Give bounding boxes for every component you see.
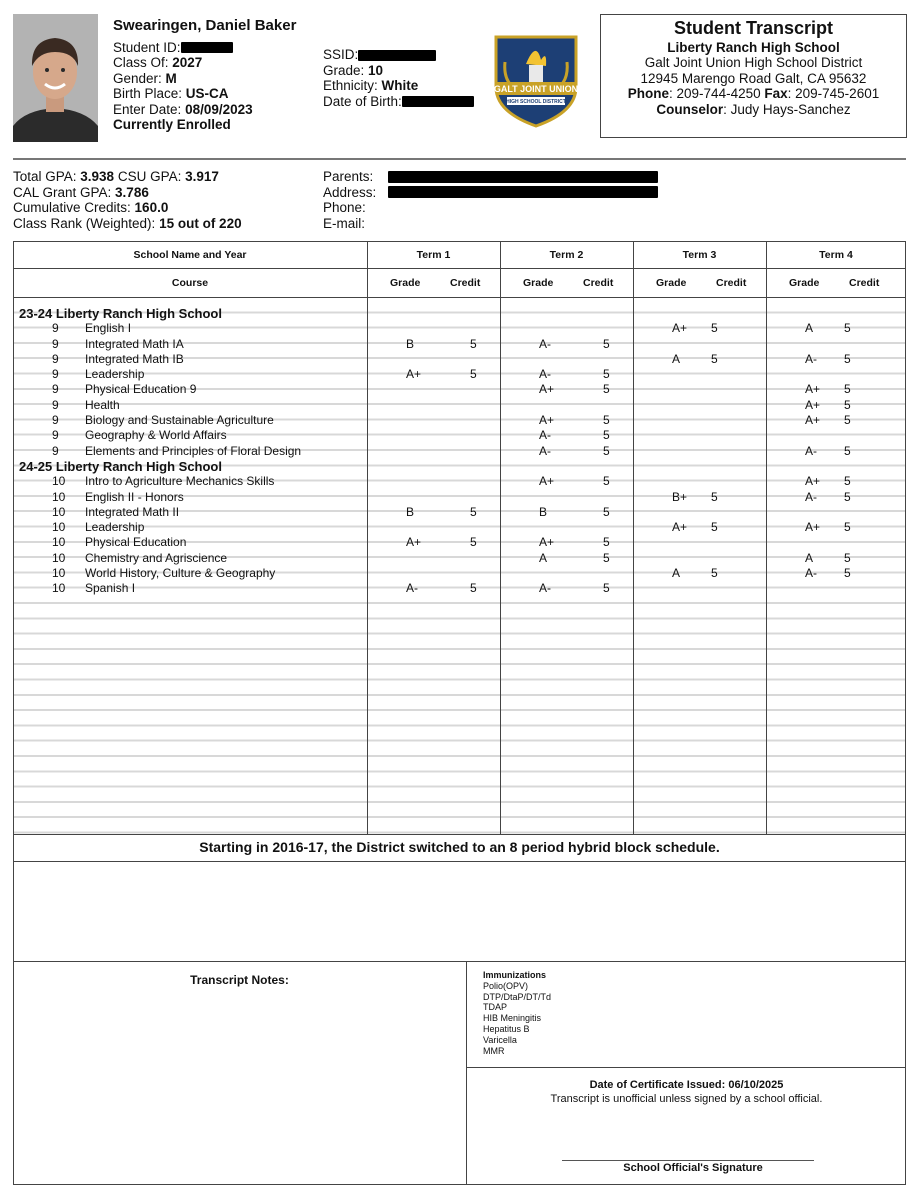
term2-grade: A+: [539, 535, 555, 550]
course-row: [14, 428, 905, 443]
course-row: [14, 520, 905, 535]
ssid-label: SSID:: [323, 47, 359, 62]
cal-gpa-label: CAL Grant GPA:: [13, 184, 116, 200]
course-grade-level: 9: [52, 321, 59, 336]
school-info-box: [600, 14, 907, 138]
term3-credit: 5: [711, 489, 718, 504]
class-of-label: Class Of:: [113, 55, 169, 70]
district-logo: [491, 32, 581, 128]
term3-grade: A+: [672, 321, 688, 336]
district-name: Galt Joint Union High School District: [644, 55, 863, 70]
school-year-heading: 24-25 Liberty Ranch High School: [19, 458, 222, 474]
redacted-parents: [388, 171, 658, 183]
immunization-list: [483, 970, 551, 1056]
course-grade-level: 10: [52, 474, 66, 489]
term2-grade: A+: [539, 382, 555, 397]
immunization-item: DTP/DtaP/DT/Td: [483, 991, 552, 1002]
course-grade-level: 9: [52, 351, 59, 366]
term1-credit: 5: [470, 367, 477, 382]
course-grade-level: 10: [52, 535, 66, 550]
term2-credit: 5: [603, 443, 610, 458]
term3-credit-header: Credit: [716, 277, 747, 289]
course-name: English I: [85, 321, 132, 336]
term1-credit: 5: [470, 336, 477, 351]
immunization-item: MMR: [483, 1045, 505, 1056]
immunization-item: HIB Meningitis: [483, 1013, 542, 1024]
term3-grade: B+: [672, 489, 688, 504]
term1-credit: 5: [470, 535, 477, 550]
term2-grade: A-: [539, 367, 551, 382]
course-row: [14, 367, 905, 382]
class-of-value: 2027: [172, 55, 203, 70]
term2-grade: A-: [539, 336, 551, 351]
term1-grade: B: [406, 504, 415, 519]
school-fax: : 209-745-2601: [787, 86, 880, 101]
course-rows: [14, 306, 905, 597]
course-name: Integrated Math IA: [85, 336, 184, 351]
term4-grade: A+: [805, 413, 821, 428]
term2-grade: A-: [539, 581, 551, 596]
immunization-item: Polio(OPV): [483, 980, 529, 991]
enrollment-status: Currently Enrolled: [113, 117, 231, 132]
notes-divider: [466, 961, 467, 1185]
school-year-heading: 23-24 Liberty Ranch High School: [19, 306, 222, 321]
fax-label: Fax: [764, 86, 788, 101]
term4-grade: A: [805, 550, 814, 565]
course-name: Leadership: [85, 520, 145, 535]
term1-credit: 5: [470, 504, 477, 519]
course-row: [14, 321, 905, 336]
course-header: Course: [171, 277, 209, 289]
course-row: [14, 566, 905, 581]
term2-credit: 5: [603, 336, 610, 351]
course-grade-level: 9: [52, 367, 59, 382]
term4-credit: 5: [844, 550, 851, 565]
term4-credit: 5: [844, 413, 851, 428]
ethnicity-label: Ethnicity:: [323, 78, 378, 93]
term2-grade: A-: [539, 443, 551, 458]
grade-value: 10: [368, 62, 384, 78]
term1-grade-header: Grade: [390, 277, 421, 289]
course-grade-level: 9: [52, 397, 59, 412]
course-row: [14, 398, 905, 413]
term4-grade: A-: [805, 443, 817, 458]
counselor-label: Counselor: [656, 101, 724, 117]
course-grade-level: 9: [52, 428, 59, 443]
term2-credit: 5: [603, 581, 610, 596]
term1-grade: A+: [406, 535, 422, 550]
term1-grade: B: [406, 336, 415, 351]
term3-grade: A: [672, 566, 681, 581]
course-name: Integrated Math IB: [85, 351, 184, 366]
redacted-dob: [402, 96, 474, 107]
term3-grade: A: [672, 351, 681, 366]
certificate-info: [467, 1078, 906, 1106]
school-address: 12945 Marengo Road Galt, CA 95632: [640, 70, 867, 86]
term4-credit: 5: [844, 566, 851, 581]
cumulative-credits: 160.0: [134, 200, 169, 215]
student-name: Swearingen, Daniel Baker: [113, 17, 297, 34]
term2-grade: A-: [539, 428, 551, 443]
blank-area-bottom-line: [13, 961, 906, 962]
course-name: Chemistry and Agriscience: [85, 550, 228, 565]
term2-grade-header: Grade: [523, 277, 554, 289]
grade-label: Grade:: [323, 62, 365, 78]
course-grade-level: 9: [52, 336, 59, 351]
term4-credit: 5: [844, 321, 851, 336]
term4-grade: A-: [805, 566, 817, 581]
course-row: [14, 352, 905, 367]
contact-summary: [323, 169, 376, 231]
term3-credit: 5: [711, 321, 718, 336]
email-label: E-mail:: [323, 215, 366, 231]
course-name: Elements and Principles of Floral Design: [85, 443, 302, 458]
term2-grade: A: [539, 550, 548, 565]
term4-grade: A+: [805, 382, 821, 397]
term2-credit: 5: [603, 474, 610, 489]
school-phone: : 209-744-4250: [669, 86, 761, 101]
signature-line: [562, 1160, 814, 1161]
counselor-name: : Judy Hays-Sanchez: [723, 101, 851, 117]
note-bottom-line: [13, 861, 906, 862]
term3-credit: 5: [711, 566, 718, 581]
term4-credit: 5: [844, 351, 851, 366]
immunizations-label: Immunizations: [483, 970, 547, 980]
term1-credit-header: Credit: [450, 277, 481, 289]
course-row: [14, 382, 905, 397]
redacted-address: [388, 186, 658, 198]
course-name: Health: [85, 397, 120, 412]
term4-grade: A-: [805, 489, 817, 504]
term4-grade: A+: [805, 397, 821, 412]
course-row: [14, 505, 905, 520]
class-rank: 15 out of 220: [159, 215, 242, 231]
birthplace-label: Birth Place:: [113, 86, 183, 101]
term4-grade-header: Grade: [789, 277, 820, 289]
course-row: [14, 581, 905, 596]
header-row-line: [13, 268, 906, 269]
student-info-2: [323, 47, 474, 109]
term1-header: Term 1: [416, 249, 451, 261]
term3-grade-header: Grade: [656, 277, 687, 289]
total-gpa: 3.938: [80, 169, 115, 184]
course-name: English II - Honors: [85, 489, 184, 504]
credits-label: Cumulative Credits:: [13, 200, 135, 215]
school-name: Liberty Ranch High School: [667, 39, 840, 55]
total-gpa-label: Total GPA:: [13, 169, 81, 184]
term2-credit: 5: [603, 504, 610, 519]
course-row: [14, 474, 905, 489]
term4-credit: 5: [844, 397, 851, 412]
immunization-item: Hepatitus B: [483, 1023, 530, 1034]
address-label: Address:: [323, 184, 377, 200]
course-row: [14, 444, 905, 459]
course-name: Physical Education: [85, 535, 187, 550]
term2-credit: 5: [603, 367, 610, 382]
issued-date: 06/10/2025: [728, 1079, 784, 1091]
dob-label: Date of Birth:: [323, 93, 402, 109]
gpa-summary: [13, 169, 242, 231]
course-name: Integrated Math II: [85, 504, 180, 519]
parents-label: Parents:: [323, 169, 374, 184]
term4-grade: A+: [805, 520, 821, 535]
course-grade-level: 10: [52, 489, 66, 504]
student-info: [113, 18, 296, 133]
phone-label: Phone: [627, 86, 670, 101]
term4-credit: 5: [844, 520, 851, 535]
term2-credit: 5: [603, 413, 610, 428]
course-name: Biology and Sustainable Agriculture: [85, 413, 274, 428]
course-row: [14, 413, 905, 428]
course-grade-level: 10: [52, 566, 66, 581]
course-grade-level: 9: [52, 413, 59, 428]
course-grade-level: 10: [52, 581, 66, 596]
term2-header: Term 2: [549, 249, 584, 261]
unofficial-disclaimer: Transcript is unofficial unless signed by a school official.: [550, 1093, 823, 1105]
course-name: Intro to Agriculture Mechanics Skills: [85, 474, 275, 489]
course-row: [14, 337, 905, 352]
term3-grade: A+: [672, 520, 688, 535]
term1-grade: A-: [406, 581, 418, 596]
course-grade-level: 10: [52, 550, 66, 565]
course-name: Geography & World Affairs: [85, 428, 227, 443]
immunization-item: Varicella: [483, 1034, 517, 1045]
course-name: Physical Education 9: [85, 382, 197, 397]
redacted-student-id: [181, 42, 233, 53]
term3-header: Term 3: [682, 249, 717, 261]
term4-credit: 5: [844, 443, 851, 458]
course-row: [14, 551, 905, 566]
term4-credit: 5: [844, 489, 851, 504]
term4-credit: 5: [844, 474, 851, 489]
term2-credit: 5: [603, 535, 610, 550]
course-row: [14, 535, 905, 550]
term2-credit: 5: [603, 550, 610, 565]
logo-text-line2: HIGH SCHOOL DISTRICT: [506, 99, 566, 105]
term3-credit: 5: [711, 520, 718, 535]
term2-credit-header: Credit: [583, 277, 614, 289]
student-id-label: Student ID:: [113, 39, 181, 55]
term2-grade: A+: [539, 413, 555, 428]
term4-grade: A: [805, 321, 814, 336]
signature-label: School Official's Signature: [623, 1162, 763, 1174]
term4-grade: A+: [805, 474, 821, 489]
term2-credit: 5: [603, 382, 610, 397]
immunization-bottom-line: [466, 1067, 906, 1068]
header-bottom-line: [13, 297, 906, 298]
csu-gpa-label: CSU GPA:: [114, 169, 186, 184]
immunization-item: TDAP: [483, 1002, 508, 1013]
csu-gpa: 3.917: [185, 169, 219, 184]
term4-credit-header: Credit: [849, 277, 880, 289]
term1-grade: A+: [406, 367, 422, 382]
term1-credit: 5: [470, 581, 477, 596]
term4-credit: 5: [844, 382, 851, 397]
course-row: [14, 490, 905, 505]
cal-gpa: 3.786: [115, 184, 149, 200]
course-grade-level: 10: [52, 520, 66, 535]
document-title: Student Transcript: [673, 18, 834, 38]
course-name: World History, Culture & Geography: [85, 566, 276, 581]
gender-value: M: [165, 70, 177, 86]
student-photo: [13, 14, 98, 142]
header-divider: [13, 158, 906, 160]
course-name: Leadership: [85, 367, 145, 382]
birthplace-value: US-CA: [185, 86, 229, 101]
course-grade-level: 9: [52, 443, 59, 458]
school-year-header: School Name and Year: [133, 249, 247, 261]
term2-credit: 5: [603, 428, 610, 443]
term3-credit: 5: [711, 351, 718, 366]
schedule-note: Starting in 2016-17, the District switched to an 8 period hybrid block schedule.: [199, 839, 720, 855]
transcript-notes-label: Transcript Notes:: [190, 973, 289, 987]
term4-header: Term 4: [819, 249, 853, 261]
redacted-ssid: [358, 50, 436, 61]
course-name: Spanish I: [85, 581, 136, 596]
course-grade-level: 10: [52, 504, 66, 519]
term2-grade: B: [539, 504, 548, 519]
enter-date-value: 08/09/2023: [185, 101, 253, 117]
logo-text-line1: GALT JOINT UNION: [493, 84, 579, 94]
term2-grade: A+: [539, 474, 555, 489]
ethnicity-value: White: [381, 78, 419, 93]
term4-grade: A-: [805, 351, 817, 366]
course-grade-level: 9: [52, 382, 59, 397]
class-rank-label: Class Rank (Weighted):: [13, 215, 160, 231]
issued-label: Date of Certificate Issued:: [589, 1079, 729, 1091]
enter-date-label: Enter Date:: [113, 101, 182, 117]
contact-phone-label: Phone:: [323, 200, 366, 215]
gender-label: Gender:: [113, 70, 162, 86]
